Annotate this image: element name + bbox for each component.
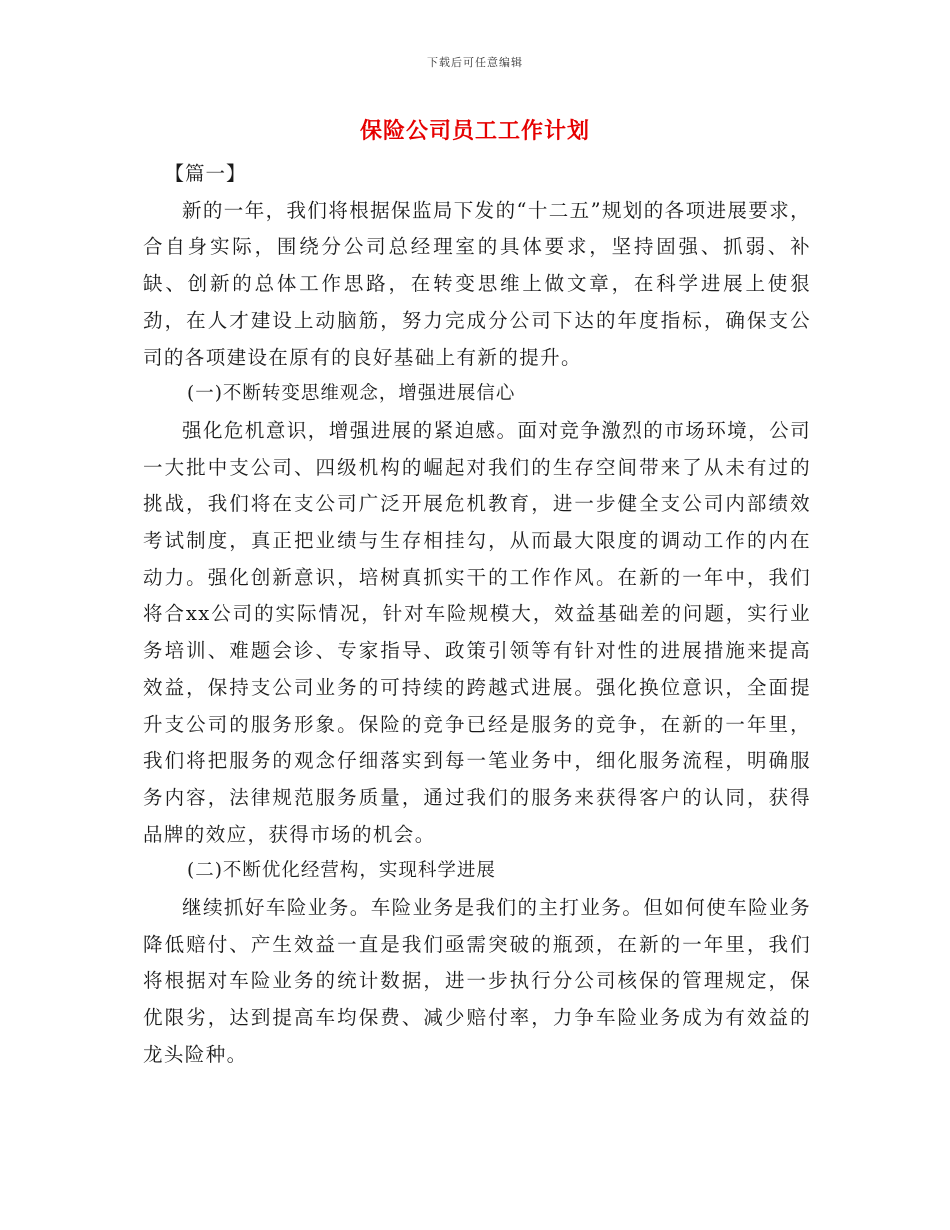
- section-paragraph-2: 继续抓好车险业务。车险业务是我们的主打业务。但如何使车险业务降低赔付、产生效益一直是我们亟需突破的瓶颈，在新的一年里，我们将根据对车险业务的统计数据，进一步执行分公司核保的管理规定，保优限劣，达到提高车均保费、减少赔付率，力争车险业务成为有效益的龙头险种。: [143, 896, 811, 1066]
- section-paragraph-1: 强化危机意识，增强进展的紧迫感。面对竞争激烈的市场环境，公司一大批中支公司、四级机构的崛起对我们的生存空间带来了从未有过的挑战，我们将在支公司广泛开展危机教育，进一步健全支公司内部绩效考试制度，真正把业绩与生存相挂勾，从而最大限度的调动工作的内在动力。强化创新意识，培树真抓实干的工作作风。在新的一年中，我们将合xx公司的实际情况，针对车险规模大，效益基础差的问题，实行业务培训、难题会诊、专家指导、政策引领等有针对性的进展措施来提高效益，保持支公司业务的可持续的跨越式进展。强化换位意识，全面提升支公司的服务形象。保险的竞争已经是服务的竞争，在新的一年里，我们将把服务的观念仔细落实到每一笔业务中，细化服务流程，明确服务内容，法律规范服务质量，通过我们的服务来获得客户的认同，获得品牌的效应，获得市场的机会。: [143, 418, 811, 846]
- document-body: [143, 156, 811, 1074]
- section-label: 【篇一】: [164, 162, 247, 185]
- section-heading-1: (一)不断转变思维观念，增强进展信心: [187, 383, 516, 405]
- document-title: 保险公司员工工作计划: [359, 118, 590, 144]
- section-heading-2: (二)不断优化经营构，实现科学进展: [187, 860, 496, 882]
- page-header-note: 下载后可任意编辑: [427, 56, 523, 69]
- intro-paragraph: 新的一年，我们将根据保监局下发的“十二五”规划的各项进展要求，合自身实际，围绕分公司总经理室的具体要求，坚持固强、抓弱、补缺、创新的总体工作思路，在转变思维上做文章，在科学进展上使狠劲，在人才建设上动脑筋，努力完成分公司下达的年度指标，确保支公司的各项建设在原有的良好基础上有新的提升。: [143, 198, 811, 369]
